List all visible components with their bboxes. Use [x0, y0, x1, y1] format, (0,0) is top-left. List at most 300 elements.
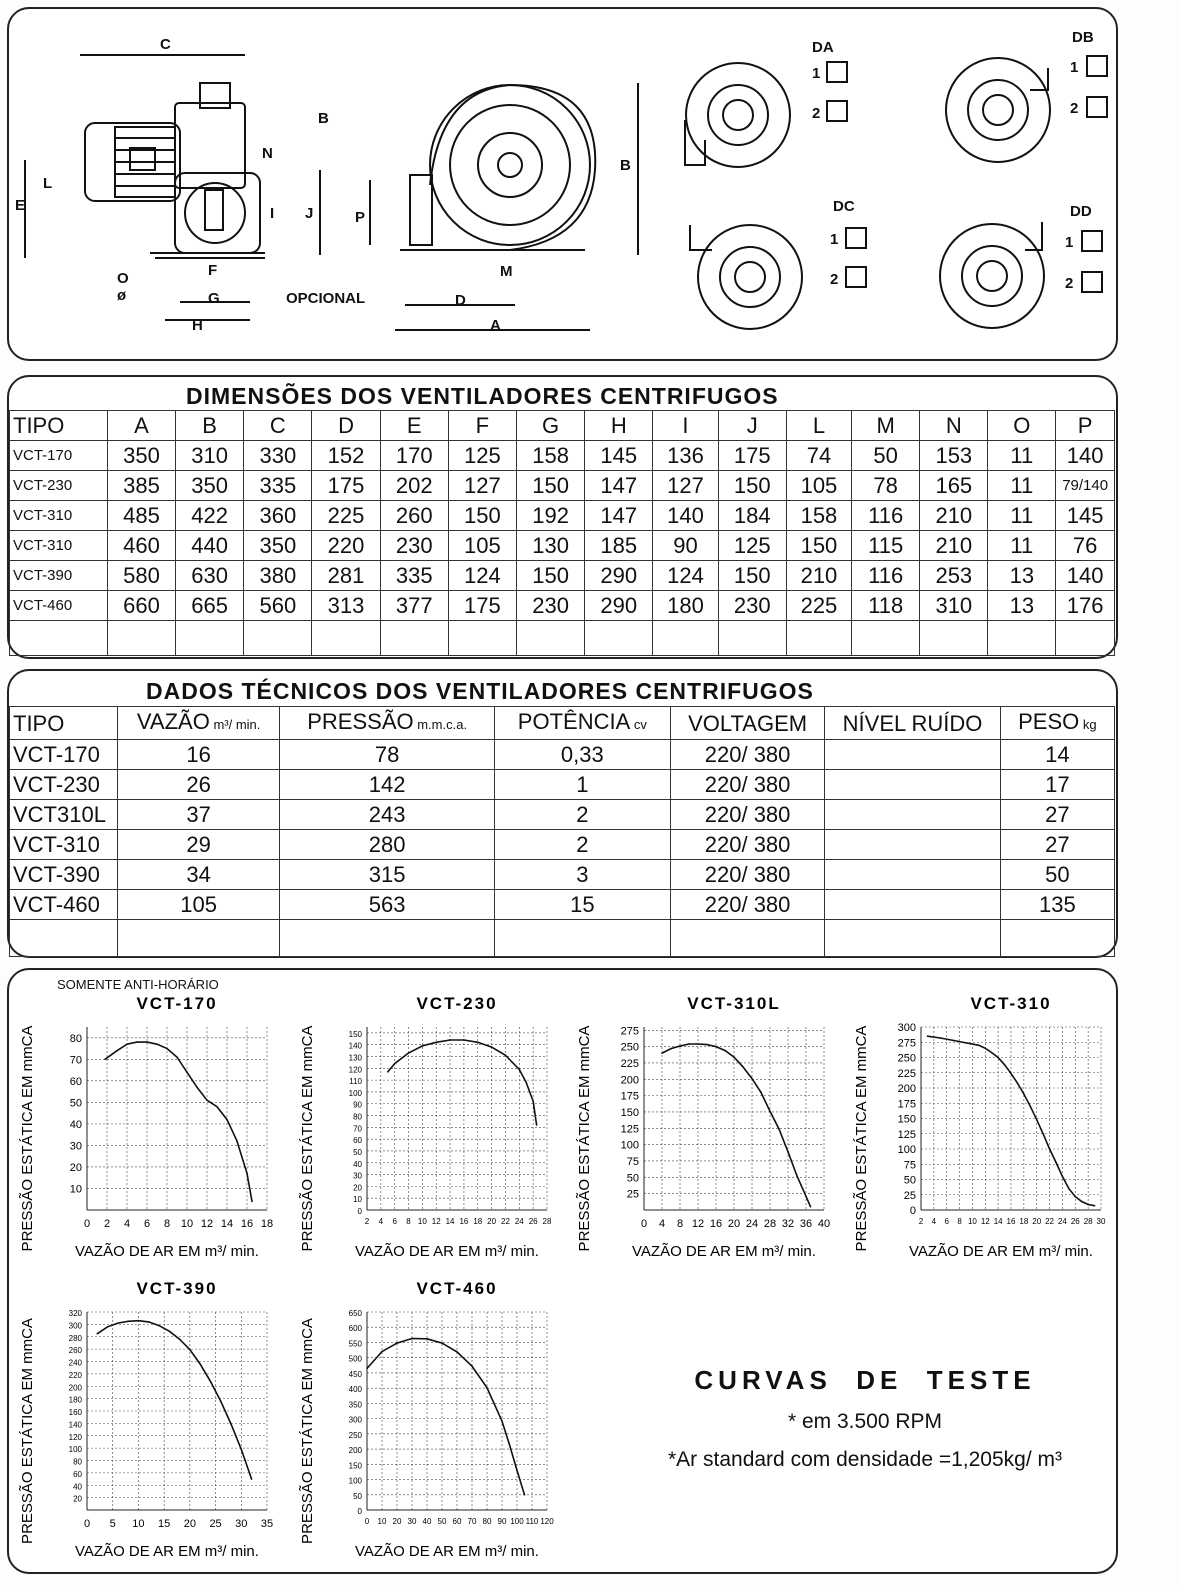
- tech-cell: 220/ 380: [670, 830, 824, 860]
- dims-cell: 13: [988, 561, 1056, 591]
- tech-row: [10, 890, 1115, 920]
- curve-point: [179, 1338, 181, 1340]
- y-tick-label: 500: [348, 1354, 362, 1364]
- curve-point: [486, 1387, 488, 1389]
- x-tick-label: 22: [501, 1217, 510, 1226]
- curve-point: [1081, 1201, 1083, 1203]
- opcional-label: OPCIONAL: [286, 290, 366, 307]
- y-tick-label: 350: [348, 1400, 362, 1410]
- curve-point: [997, 1057, 999, 1059]
- chart-title: VCT-310L: [687, 994, 781, 1013]
- x-tick-label: 28: [1083, 1217, 1093, 1226]
- x-tick-label: 120: [540, 1517, 554, 1526]
- y-tick-label: 75: [626, 1155, 639, 1168]
- y-tick-label: 600: [348, 1324, 362, 1334]
- dims-cell: [786, 621, 851, 656]
- rot-dd-label: DD: [1070, 203, 1092, 220]
- dims-cell: 152: [312, 441, 380, 471]
- curve-point: [107, 1326, 109, 1328]
- tech-cell: 220/ 380: [670, 860, 824, 890]
- curve-point: [1068, 1188, 1070, 1190]
- dims-cell: VCT-170: [10, 441, 108, 471]
- x-tick-label: 18: [1019, 1217, 1029, 1226]
- x-tick-label: 15: [158, 1518, 171, 1530]
- dims-header-cell: I: [653, 411, 718, 441]
- rot-da-label: DA: [812, 39, 834, 56]
- dims-cell: 79/140: [1056, 471, 1115, 501]
- curve-point: [1029, 1106, 1031, 1108]
- dim-label-h: H: [192, 317, 203, 334]
- y-tick-label: 175: [897, 1098, 916, 1111]
- tech-cell: [494, 920, 670, 957]
- dims-cell: 115: [852, 531, 920, 561]
- x-tick-label: 20: [392, 1517, 402, 1526]
- curve-point: [394, 1063, 396, 1065]
- tech-header-cell: [1000, 707, 1114, 740]
- y-tick-label: 300: [348, 1415, 362, 1425]
- tech-header-cell: [280, 707, 494, 740]
- rot-dd-opt1: 1: [1065, 234, 1074, 251]
- curve-point: [670, 1048, 672, 1050]
- x-tick-label: 28: [763, 1218, 777, 1230]
- dims-cell: 170: [380, 441, 448, 471]
- y-tick-label: 120: [68, 1432, 82, 1442]
- dims-cell: [1056, 621, 1115, 656]
- tech-cell: 27: [1000, 830, 1114, 860]
- curve-point: [158, 1325, 160, 1327]
- x-tick-label: 8: [676, 1218, 684, 1230]
- dims-cell: [585, 621, 653, 656]
- y-tick-label: 40: [353, 1159, 362, 1169]
- dims-header-cell: A: [107, 411, 175, 441]
- curve-point: [536, 1124, 538, 1126]
- y-tick-label: 275: [897, 1037, 916, 1050]
- curve-point: [146, 1041, 148, 1043]
- dims-cell: 11: [988, 441, 1056, 471]
- curve-point: [805, 1195, 807, 1197]
- dims-cell: 158: [786, 501, 851, 531]
- curve-line: [367, 1339, 525, 1495]
- x-tick-label: 10: [132, 1518, 145, 1530]
- tech-cell: 17: [1000, 770, 1114, 800]
- dims-cell: 422: [176, 501, 244, 531]
- dims-cell: 230: [718, 591, 786, 621]
- curve-point: [236, 1140, 238, 1142]
- tech-cell: 15: [494, 890, 670, 920]
- dims-header-cell: C: [244, 411, 312, 441]
- dims-cell: 290: [585, 591, 653, 621]
- dims-cell: [653, 621, 718, 656]
- tech-row: [10, 800, 1115, 830]
- dims-cell: 140: [653, 501, 718, 531]
- y-tick-label: 200: [68, 1383, 82, 1393]
- curve-point: [156, 1043, 158, 1045]
- y-tick-label: 175: [620, 1090, 639, 1103]
- dims-cell: 184: [718, 501, 786, 531]
- curve-point: [396, 1342, 398, 1344]
- dims-header-cell: E: [380, 411, 448, 441]
- dims-cell: 350: [244, 531, 312, 561]
- y-tick-label: 70: [69, 1054, 82, 1067]
- x-tick-label: 12: [200, 1218, 214, 1230]
- y-tick-label: 50: [903, 1174, 916, 1187]
- curve-point: [688, 1043, 690, 1045]
- x-tick-label: 30: [235, 1518, 248, 1530]
- y-tick-label: 50: [69, 1097, 82, 1110]
- rot-db-label: DB: [1072, 29, 1094, 46]
- x-tick-label: 8: [957, 1217, 962, 1226]
- y-tick-label: 30: [353, 1171, 362, 1181]
- y-tick-label: 225: [897, 1067, 916, 1080]
- tech-empty-row: [10, 920, 1115, 957]
- y-tick-label: 80: [69, 1032, 82, 1045]
- tech-cell: 14: [1000, 740, 1114, 770]
- curve-point: [471, 1365, 473, 1367]
- y-tick-label: 550: [348, 1339, 362, 1349]
- dims-cell: 90: [653, 531, 718, 561]
- curve-point: [1010, 1073, 1012, 1075]
- y-tick-label: 300: [68, 1321, 82, 1331]
- dims-cell: VCT-230: [10, 471, 108, 501]
- rot-da-opt2: 2: [812, 105, 821, 122]
- x-tick-label: 0: [83, 1218, 91, 1230]
- dims-cell: 78: [852, 471, 920, 501]
- tech-cell: 105: [117, 890, 280, 920]
- x-axis-label: VAZÃO DE AR EM m³/ min.: [355, 1543, 539, 1560]
- x-tick-label: 0: [364, 1517, 370, 1526]
- x-tick-label: 12: [980, 1217, 990, 1226]
- curve-point: [706, 1044, 708, 1046]
- tech-row: [10, 770, 1115, 800]
- dims-cell: 290: [585, 561, 653, 591]
- y-tick-label: 110: [349, 1077, 362, 1087]
- curvas-title: CURVAS DE TESTE: [694, 1365, 1036, 1395]
- curve-point: [724, 1050, 726, 1052]
- curve-point: [206, 1099, 208, 1101]
- y-tick-label: 100: [620, 1139, 639, 1152]
- y-tick-label: 50: [353, 1147, 362, 1157]
- tech-cell: VCT-170: [10, 740, 118, 770]
- dims-cell: 225: [786, 591, 851, 621]
- dims-cell: 140: [1056, 441, 1115, 471]
- y-tick-label: 220: [68, 1370, 82, 1380]
- dims-cell: 150: [448, 501, 516, 531]
- x-tick-label: 30: [407, 1517, 417, 1526]
- dims-cell: 335: [244, 471, 312, 501]
- x-tick-label: 2: [364, 1217, 370, 1226]
- tech-cell: 220/ 380: [670, 770, 824, 800]
- curve-point: [1074, 1196, 1076, 1198]
- tech-cell: 29: [117, 830, 280, 860]
- curve-point: [251, 1201, 253, 1203]
- y-tick-label: 150: [348, 1461, 362, 1471]
- dims-row: [10, 471, 1115, 501]
- tech-cell: 34: [117, 860, 280, 890]
- dims-cell: 210: [786, 561, 851, 591]
- y-tick-label: 180: [68, 1395, 82, 1405]
- dims-cell: 350: [176, 471, 244, 501]
- curve-point: [509, 1444, 511, 1446]
- dims-cell: 147: [585, 471, 653, 501]
- dims-cell: 124: [653, 561, 718, 591]
- dims-cell: [718, 621, 786, 656]
- dims-cell: 116: [852, 501, 920, 531]
- dims-cell: 105: [448, 531, 516, 561]
- dims-cell: 377: [380, 591, 448, 621]
- dims-cell: 140: [1056, 561, 1115, 591]
- y-tick-label: 90: [353, 1100, 362, 1110]
- tech-title: DADOS TÉCNICOS DOS VENTILADORES CENTRIFUGOS: [146, 678, 814, 704]
- rot-db-opt1: 1: [1070, 59, 1079, 76]
- dims-cell: 124: [448, 561, 516, 591]
- dims-cell: 13: [988, 591, 1056, 621]
- curve-point: [456, 1351, 458, 1353]
- dims-cell: [107, 621, 175, 656]
- curve-point: [220, 1400, 222, 1402]
- dims-cell: VCT-460: [10, 591, 108, 621]
- curve-point: [381, 1351, 383, 1353]
- curve-point: [1004, 1064, 1006, 1066]
- curve-point: [138, 1320, 140, 1322]
- curve-point: [104, 1058, 106, 1060]
- curve-point: [679, 1045, 681, 1047]
- y-tick-label: 250: [620, 1041, 639, 1054]
- tech-header-cell: [825, 707, 1000, 740]
- chart-vct-390: [12, 1270, 287, 1570]
- dims-cell: 145: [1056, 501, 1115, 531]
- tech-cell: [1000, 920, 1114, 957]
- curve-point: [1017, 1082, 1019, 1084]
- dims-header-cell: TIPO: [10, 411, 108, 441]
- dims-cell: 310: [920, 591, 988, 621]
- dim-label-e: E: [15, 197, 26, 214]
- curve-point: [1036, 1119, 1038, 1121]
- dims-cell: 116: [852, 561, 920, 591]
- curve-point: [210, 1381, 212, 1383]
- dims-header-row: [10, 411, 1115, 441]
- dims-cell: 153: [920, 441, 988, 471]
- dims-cell: [10, 621, 108, 656]
- x-tick-label: 0: [83, 1518, 91, 1530]
- tech-header-label: VAZÃO: [136, 709, 210, 734]
- y-tick-label: 300: [897, 1022, 916, 1034]
- dims-cell: 125: [448, 441, 516, 471]
- y-tick-label: 250: [897, 1052, 916, 1065]
- y-tick-label: 25: [903, 1189, 916, 1202]
- x-tick-label: 6: [944, 1217, 949, 1226]
- x-tick-label: 5: [109, 1518, 116, 1530]
- y-tick-label: 140: [348, 1041, 362, 1051]
- y-tick-label: 60: [73, 1469, 82, 1479]
- dims-cell: 310: [176, 441, 244, 471]
- curve-point: [117, 1322, 119, 1324]
- y-axis-label: PRESSÃO ESTÁTICA EM mmCA: [853, 1025, 870, 1252]
- tech-header-label: PRESSÃO: [307, 709, 414, 734]
- dims-cell: 230: [380, 531, 448, 561]
- x-tick-label: 4: [931, 1217, 937, 1226]
- dims-cell: [380, 621, 448, 656]
- tech-cell: [825, 860, 1000, 890]
- y-tick-label: 70: [353, 1124, 362, 1134]
- x-tick-label: 18: [260, 1218, 274, 1230]
- y-tick-label: 125: [897, 1128, 916, 1141]
- curvas-block: [640, 1365, 1090, 1472]
- y-tick-label: 160: [68, 1408, 82, 1417]
- y-tick-label: 50: [626, 1172, 639, 1185]
- x-tick-label: 36: [799, 1218, 813, 1230]
- curve-point: [441, 1342, 443, 1344]
- curve-point: [96, 1333, 98, 1335]
- y-tick-label: 150: [620, 1106, 639, 1119]
- tech-cell: 220/ 380: [670, 800, 824, 830]
- x-tick-label: 4: [123, 1218, 131, 1230]
- y-tick-label: 275: [620, 1025, 639, 1038]
- y-tick-label: 0: [357, 1207, 362, 1216]
- curve-point: [199, 1363, 201, 1365]
- dims-cell: 175: [312, 471, 380, 501]
- curve-point: [491, 1046, 493, 1048]
- y-tick-label: 200: [620, 1074, 639, 1087]
- dims-cell: 210: [920, 501, 988, 531]
- dims-cell: [244, 621, 312, 656]
- tech-cell: 315: [280, 860, 494, 890]
- y-tick-label: 75: [903, 1159, 916, 1172]
- tech-cell: [825, 920, 1000, 957]
- x-tick-label: 18: [473, 1217, 483, 1226]
- tech-cell: VCT-310: [10, 830, 118, 860]
- curve-point: [733, 1056, 735, 1058]
- curve-point: [226, 1119, 228, 1121]
- y-tick-label: 450: [348, 1369, 362, 1379]
- curve-point: [778, 1128, 780, 1130]
- curve-point: [186, 1071, 188, 1073]
- dims-header-cell: J: [718, 411, 786, 441]
- dims-cell: [312, 621, 380, 656]
- curve-point: [742, 1066, 744, 1068]
- tech-cell: 243: [280, 800, 494, 830]
- tech-cell: [825, 800, 1000, 830]
- dim-label-m: M: [500, 263, 513, 280]
- y-tick-label: 120: [348, 1065, 362, 1075]
- x-tick-label: 40: [422, 1517, 432, 1526]
- curve-point: [148, 1321, 150, 1323]
- y-tick-label: 260: [68, 1346, 82, 1356]
- curve-point: [251, 1478, 253, 1480]
- curve-point: [978, 1045, 980, 1047]
- rot-dc-label: DC: [833, 198, 855, 215]
- tech-cell: [117, 920, 280, 957]
- y-tick-label: 25: [626, 1188, 639, 1201]
- x-tick-label: 12: [691, 1218, 705, 1230]
- curve-point: [426, 1338, 428, 1340]
- x-tick-label: 28: [542, 1217, 552, 1226]
- y-tick-label: 225: [620, 1057, 639, 1070]
- dims-cell: 74: [786, 441, 851, 471]
- dims-row: [10, 561, 1115, 591]
- y-tick-label: 200: [348, 1446, 362, 1456]
- dims-cell: 230: [516, 591, 584, 621]
- curve-point: [984, 1048, 986, 1050]
- tech-header-unit: cv: [630, 717, 647, 732]
- x-tick-label: 90: [497, 1517, 507, 1526]
- y-tick-label: 10: [69, 1183, 82, 1196]
- chart-title: VCT-390: [136, 1279, 218, 1298]
- x-tick-label: 20: [183, 1518, 196, 1530]
- dims-cell: 385: [107, 471, 175, 501]
- dims-cell: 150: [718, 561, 786, 591]
- chart-title: VCT-230: [416, 994, 498, 1013]
- curve-point: [1094, 1205, 1096, 1207]
- dims-cell: 485: [107, 501, 175, 531]
- tech-cell: 220/ 380: [670, 740, 824, 770]
- dims-cell: 158: [516, 441, 584, 471]
- dims-cell: 185: [585, 531, 653, 561]
- dims-row: [10, 501, 1115, 531]
- curve-point: [127, 1320, 129, 1322]
- x-tick-label: 10: [180, 1218, 194, 1230]
- curve-point: [519, 1069, 521, 1071]
- x-tick-label: 0: [640, 1218, 648, 1230]
- tech-header-cell: [117, 707, 280, 740]
- chart-vct-310l: [569, 985, 844, 1270]
- y-axis-label: PRESSÃO ESTÁTICA EM mmCA: [299, 1318, 316, 1544]
- dims-cell: [516, 621, 584, 656]
- y-tick-label: 60: [353, 1136, 362, 1146]
- dims-row: [10, 591, 1115, 621]
- dims-header-cell: L: [786, 411, 851, 441]
- tech-header-label: VOLTAGEM: [688, 710, 808, 736]
- tech-cell: 220/ 380: [670, 890, 824, 920]
- y-tick-label: 650: [348, 1309, 362, 1318]
- tech-header-cell: [670, 707, 824, 740]
- dim-label-c: C: [160, 36, 171, 53]
- tech-cell: VCT310L: [10, 800, 118, 830]
- x-tick-label: 20: [1032, 1217, 1042, 1226]
- dims-cell: [448, 621, 516, 656]
- tech-cell: 37: [117, 800, 280, 830]
- tech-header-unit: m.m.c.a.: [413, 717, 468, 732]
- y-tick-label: 20: [69, 1161, 82, 1174]
- y-tick-label: 130: [348, 1053, 362, 1063]
- curve-point: [449, 1039, 451, 1041]
- y-tick-label: 100: [348, 1088, 362, 1098]
- curve-point: [952, 1040, 954, 1042]
- curve-point: [751, 1078, 753, 1080]
- curve-point: [116, 1050, 118, 1052]
- y-axis-label: PRESSÃO ESTÁTICA EM mmCA: [19, 1318, 36, 1544]
- dims-header-cell: F: [448, 411, 516, 441]
- dims-cell: 125: [718, 531, 786, 561]
- x-tick-label: 50: [437, 1517, 447, 1526]
- tech-header-label: TIPO: [13, 710, 65, 736]
- dims-header-cell: B: [176, 411, 244, 441]
- y-tick-label: 60: [69, 1075, 82, 1088]
- dims-cell: 175: [448, 591, 516, 621]
- dims-cell: 360: [244, 501, 312, 531]
- rot-da-opt1: 1: [812, 65, 821, 82]
- tech-cell: [825, 890, 1000, 920]
- tech-cell: [10, 920, 118, 957]
- dims-cell: 11: [988, 471, 1056, 501]
- tech-cell: 50: [1000, 860, 1114, 890]
- tech-cell: 2: [494, 830, 670, 860]
- x-tick-label: 24: [1057, 1217, 1067, 1226]
- dim-label-j: J: [305, 205, 314, 222]
- rot-dc-opt2: 2: [830, 271, 839, 288]
- note-anti-horario: SOMENTE ANTI-HORÁRIO: [57, 977, 219, 992]
- tech-cell: 16: [117, 740, 280, 770]
- x-axis-label: VAZÃO DE AR EM m³/ min.: [355, 1243, 539, 1260]
